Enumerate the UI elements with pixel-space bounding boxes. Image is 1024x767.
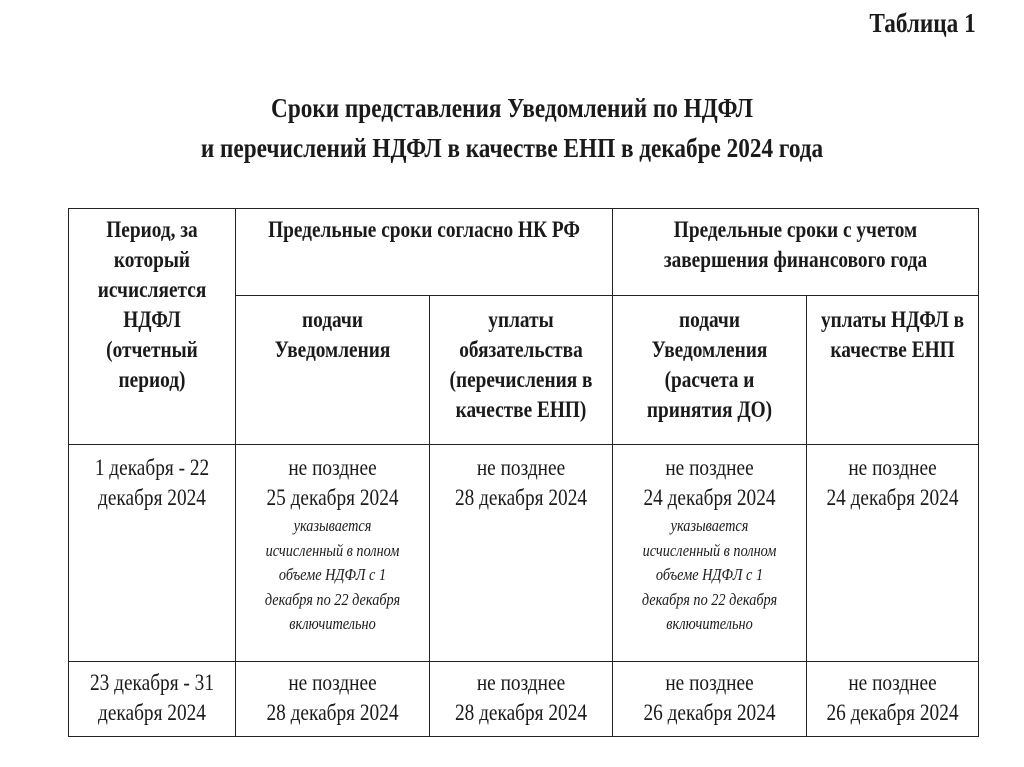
table-row bbox=[69, 445, 979, 662]
subheader-cell bbox=[236, 296, 430, 445]
period-value: 23 декабря - 31 декабря 2024 bbox=[89, 670, 215, 725]
group-header-tax-code: Предельные сроки согласно НК РФ bbox=[268, 217, 580, 242]
deadline-value: не позднее 26 декабря 2024 bbox=[826, 670, 959, 725]
deadline-value: не позднее 28 декабря 2024 bbox=[266, 670, 399, 725]
subheader-notification-submission: подачи Уведомления bbox=[274, 307, 391, 362]
subheader-obligation-payment: уплаты обязательства (перечисления в качестве ЕНП) bbox=[449, 307, 593, 422]
period-header: Период, за который исчисляется НДФЛ (отчетный период) bbox=[97, 217, 207, 392]
deadline-cell bbox=[613, 445, 807, 662]
subheader-cell bbox=[807, 296, 979, 445]
deadline-note: указывается исчисленный в полном объеме НДФЛ с 1 декабря по 22 декабря включительно bbox=[641, 516, 778, 633]
deadline-value: не позднее 25 декабря 2024 bbox=[266, 455, 399, 510]
deadline-cell bbox=[430, 662, 613, 737]
subheader-cell bbox=[430, 296, 613, 445]
deadline-cell bbox=[807, 662, 979, 737]
title-line-1: Сроки представления Уведомлений по НДФЛ bbox=[271, 93, 753, 123]
deadline-value: не позднее 24 декабря 2024 bbox=[643, 455, 776, 510]
deadline-value: не позднее 26 декабря 2024 bbox=[643, 670, 776, 725]
deadline-value: не позднее 28 декабря 2024 bbox=[454, 670, 588, 725]
deadline-value: не позднее 24 декабря 2024 bbox=[826, 455, 959, 510]
document-title bbox=[0, 88, 1024, 168]
group-header-tax-code-cell bbox=[236, 209, 613, 296]
deadline-cell bbox=[236, 445, 430, 662]
deadline-note: указывается исчисленный в полном объеме НДФЛ с 1 декабря по 22 декабря включительно bbox=[264, 516, 401, 633]
period-value: 1 декабря - 22 декабря 2024 bbox=[94, 455, 210, 510]
deadline-cell bbox=[236, 662, 430, 737]
deadlines-table bbox=[68, 208, 979, 737]
group-header-fiscal-year-cell bbox=[613, 209, 979, 296]
table-number-label: Таблица 1 bbox=[869, 8, 976, 38]
period-header-cell bbox=[69, 209, 236, 445]
period-cell bbox=[69, 445, 236, 662]
subheader-ndfl-payment-enp: уплаты НДФЛ в качестве ЕНП bbox=[820, 307, 965, 362]
deadline-cell bbox=[807, 445, 979, 662]
header-row-groups bbox=[69, 209, 979, 296]
table-row bbox=[69, 662, 979, 737]
subheader-cell bbox=[613, 296, 807, 445]
period-cell bbox=[69, 662, 236, 737]
group-header-fiscal-year: Предельные сроки с учетом завершения финансового года bbox=[663, 217, 928, 272]
deadline-cell bbox=[430, 445, 613, 662]
subheader-notification-submission-fy: подачи Уведомления (расчета и принятия ДО) bbox=[646, 307, 773, 422]
deadline-cell bbox=[613, 662, 807, 737]
title-line-2: и перечислений НДФЛ в качестве ЕНП в декабре 2024 года bbox=[200, 133, 824, 163]
deadline-value: не позднее 28 декабря 2024 bbox=[454, 455, 588, 510]
